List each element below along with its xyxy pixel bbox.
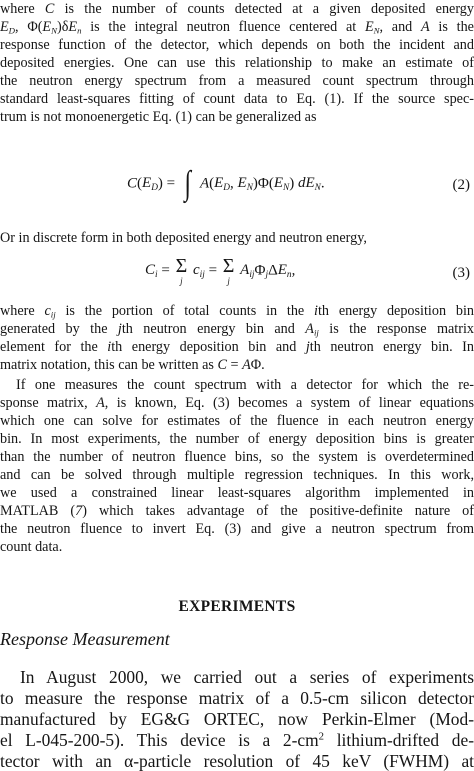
text-line: el L-045-200-5). This device is a $2-cm^2$ lithium-drifted de-	[0, 730, 474, 750]
text-line: response function of the detector, which depends on both the incident and	[0, 37, 474, 53]
text-line: MATLAB (7) which takes advantage of the positive-definite nature of	[0, 503, 474, 519]
text-line: matrix notation, this can be written as C = AΦ.	[0, 357, 265, 373]
text-line: we used a constrained linear least-squares algorithm implemented in	[0, 485, 474, 501]
text-line: the neutron energy spectrum from a measured count spectrum through	[0, 73, 474, 89]
section-heading: EXPERIMENTS	[178, 598, 296, 615]
text-line: trum is not monoenergetic Eq. (1) can be generalized as	[0, 109, 317, 125]
text-line: standard least-squares fitting of count data to Eq. (1). If the source spec-	[0, 91, 474, 107]
text-line: count data.	[0, 539, 63, 555]
equation-3-body: $C_i$ = Σ j $c_{ij}$ = Σ j $A_{ij}\Phi_j\Delta E_n$,	[145, 255, 296, 286]
text-line: where C is the number of counts detected at a given deposited energy	[0, 1, 474, 17]
text-line: element for the ith energy deposition bin and jth neutron energy bin. In	[0, 339, 474, 355]
text-line: tector with an α-particle resolution of 45 keV (FWHM) at	[0, 751, 474, 771]
text-line: sponse matrix, A, is known, Eq. (3) becomes a system of linear equations	[0, 395, 474, 411]
equation-2-number: (2)	[452, 177, 470, 193]
text-line: manufactured by EG&G ORTEC, now Perkin-Elmer (Mod-	[0, 709, 474, 729]
text-line: which one can solve for estimates of the fluence in each neutron energy	[0, 413, 474, 429]
text-line: Or in discrete form in both deposited energy and neutron energy,	[0, 230, 367, 246]
text-line: deposited energies. One can use this relationship to make an estimate of	[0, 55, 474, 71]
text-line: and can be solved through multiple regression techniques. In this work,	[0, 467, 474, 483]
text-line: where $c_{ij}$ is the portion of total counts in the ith energy deposition bin	[0, 303, 474, 320]
equation-2-body: $C(E_D)$ = ∫ $A(E_D$, $E_N)\Phi(E_N)$ $dE_N$.	[127, 165, 325, 202]
text-line: than the number of neutron fluence bins, so the system is overdetermined	[0, 449, 474, 465]
text-line: the neutron fluence to invert Eq. (3) and give a neutron spectrum from	[0, 521, 474, 537]
text-line: generated by the jth neutron energy bin and $A_{ij}$ is the response matrix	[0, 321, 474, 338]
text-line: $E_D$, $\Phi(E_N)\delta E_n$ is the integral neutron fluence centered at $E_N$, and A is the	[0, 19, 474, 36]
text-line: to measure the response matrix of a 0.5-cm silicon detector	[0, 688, 474, 708]
text-line: bin. In most experiments, the number of energy deposition bins is greater	[0, 431, 474, 447]
text-line: In August 2000, we carried out a series of experiments	[20, 667, 474, 687]
text-line: If one measures the count spectrum with a detector for which the re-	[16, 377, 474, 393]
subsection-heading: Response Measurement	[0, 629, 170, 649]
equation-3-number: (3)	[452, 265, 470, 281]
